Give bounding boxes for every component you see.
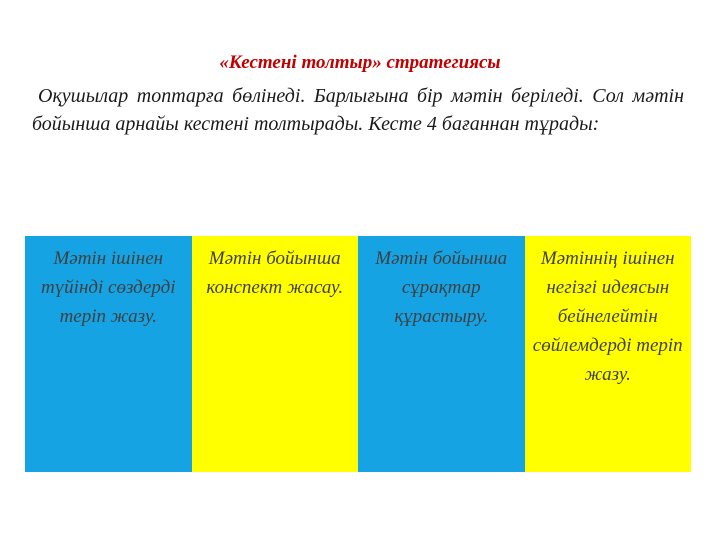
table-column-1: Мәтін ішінен түйінді сөздерді теріп жазу. bbox=[25, 236, 192, 472]
strategy-title: «Кестені толтыр» стратегиясы bbox=[219, 52, 501, 73]
table-column-2: Мәтін бойынша конспект жасау. bbox=[192, 236, 359, 472]
table-column-3: Мәтін бойынша сұрақтар құрастыру. bbox=[358, 236, 525, 472]
intro-paragraph: Оқушылар топтарға бөлінеді. Барлығына бір мәтін беріледі. Сол мәтін бойынша арнайы кестені толтырады. Кесте 4 бағаннан тұрады: bbox=[32, 85, 684, 135]
table-column-4: Мәтіннің ішінен негізгі идеясын бейнелейтін сөйлемдерді теріп жазу. bbox=[525, 236, 692, 472]
strategy-table bbox=[25, 236, 691, 472]
